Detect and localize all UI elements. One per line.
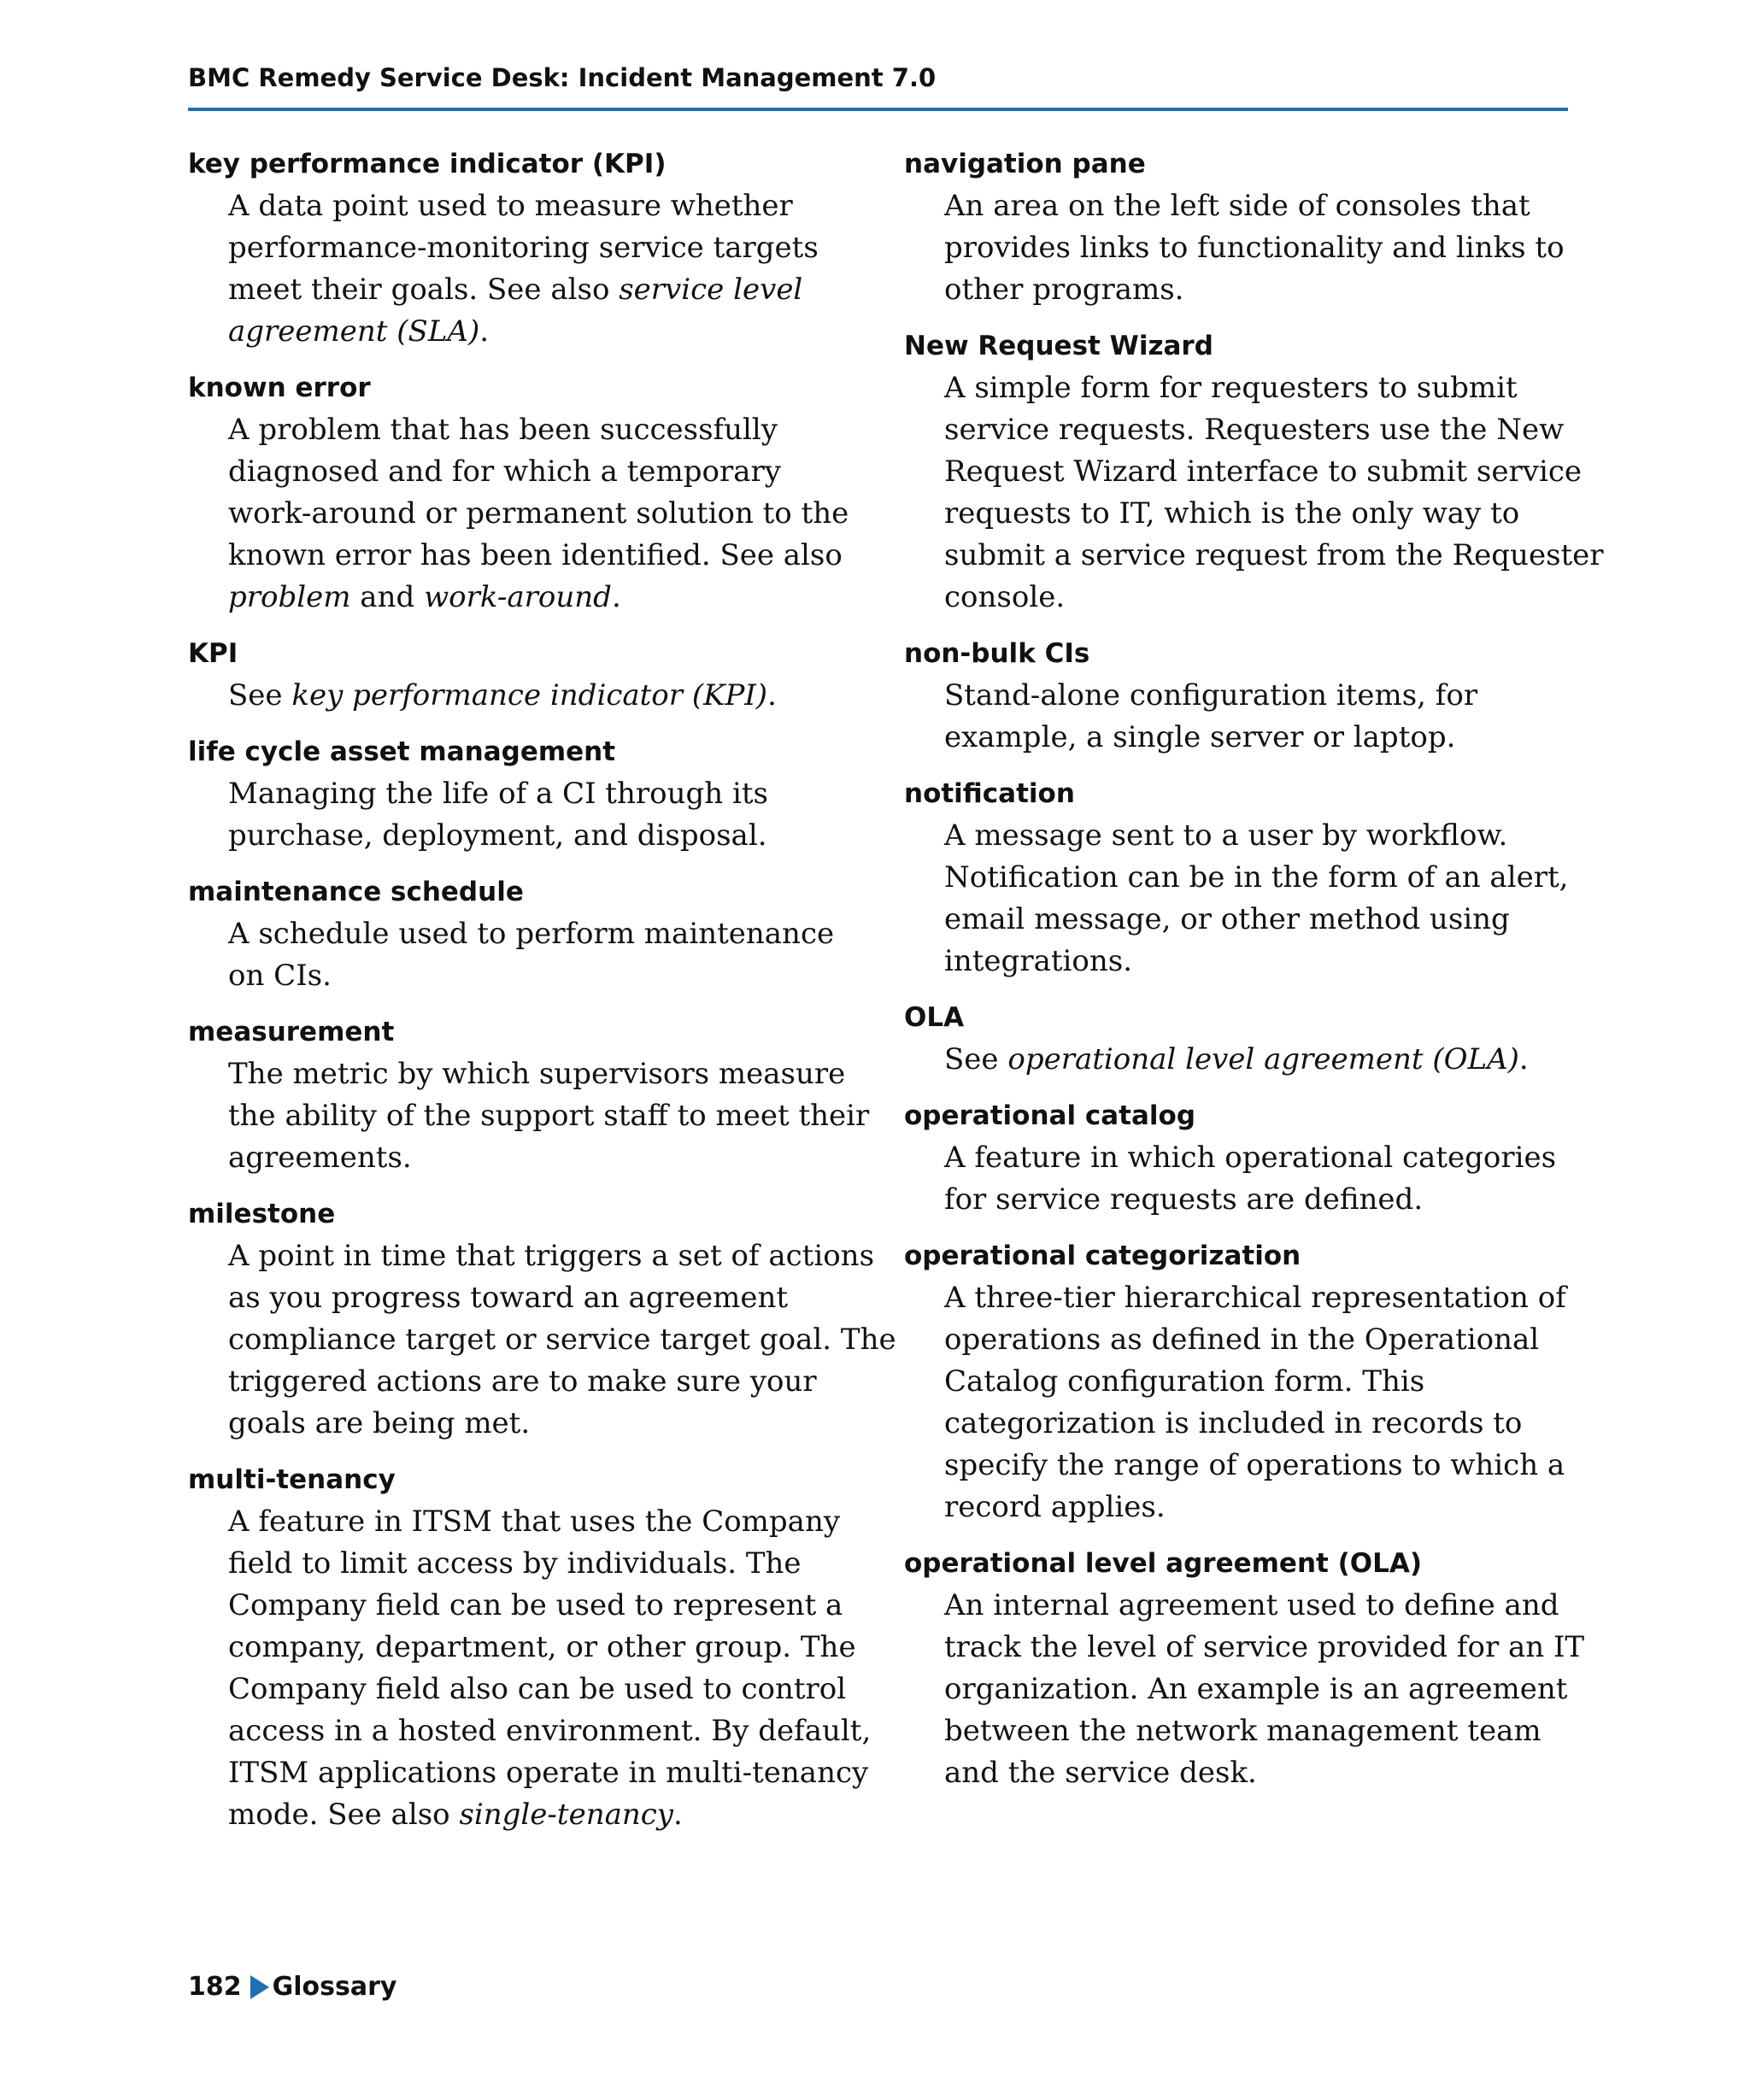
glossary-entry-non-bulk-cis: [904, 633, 1579, 759]
glossary-definition: [904, 815, 1579, 983]
glossary-entry-multi-tenancy: [188, 1459, 872, 1836]
definition-line: [228, 773, 867, 815]
cross-reference-text: operational level agreement (OLA): [1007, 1042, 1519, 1076]
definition-text: provides links to functionality and links to: [944, 231, 1565, 265]
definition-line: [228, 1403, 867, 1445]
glossary-entry-operational-level-agreement-ola: [904, 1543, 1585, 1794]
definition-text: example, a single server or laptop.: [944, 720, 1456, 754]
glossary-column-right: [904, 144, 1604, 1809]
glossary-entry-maintenance-schedule: [188, 871, 867, 997]
definition-text: email message, or other method using: [944, 902, 1510, 936]
glossary-term: New Request Wizard: [904, 331, 1213, 361]
glossary-definition: [188, 913, 867, 997]
definition-line: [228, 675, 867, 717]
definition-line: [228, 1669, 867, 1710]
definition-text: requests to IT, which is the only way to: [944, 496, 1520, 531]
definition-line: [228, 493, 867, 535]
glossary-term: non-bulk CIs: [904, 638, 1090, 669]
glossary-term: milestone: [188, 1199, 336, 1229]
definition-text: work-around or permanent solution to the: [228, 496, 849, 531]
glossary-definition: [188, 185, 867, 353]
definition-line: [228, 955, 867, 997]
definition-line: [944, 269, 1579, 311]
glossary-term: operational categorization: [904, 1241, 1301, 1271]
definition-text: Catalog configuration form. This: [944, 1364, 1425, 1399]
definition-text: service requests. Requesters use the New: [944, 413, 1565, 447]
glossary-entry-operational-catalog: [904, 1095, 1579, 1221]
glossary-term: KPI: [188, 638, 238, 669]
definition-text: and: [350, 580, 425, 614]
definition-line: [228, 1319, 896, 1361]
definition-text: ITSM applications operate in multi-tenancy: [228, 1756, 869, 1790]
definition-text: A data point used to measure whether: [228, 189, 793, 223]
glossary-entry-new-request-wizard: [904, 326, 1604, 619]
definition-line: [228, 227, 867, 269]
glossary-term: life cycle asset management: [188, 736, 616, 767]
glossary-definition: [188, 1235, 896, 1445]
definition-text: mode. See also: [228, 1798, 460, 1832]
definition-line: [944, 367, 1579, 409]
definition-text: specify the range of operations to which a: [944, 1448, 1565, 1482]
definition-line: [944, 1277, 1579, 1319]
definition-text: A problem that has been successfully: [228, 413, 778, 447]
glossary-term: OLA: [904, 1002, 965, 1033]
definition-line: [228, 451, 867, 493]
definition-text: goals are being met.: [228, 1406, 531, 1440]
definition-line: [228, 1585, 867, 1627]
page-number: 182: [188, 1972, 242, 2002]
definition-text: Managing the life of a CI through its: [228, 777, 768, 811]
definition-text: The metric by which supervisors measure: [228, 1057, 846, 1091]
definition-line: [228, 1361, 867, 1403]
definition-line: [228, 1794, 867, 1836]
definition-line: [228, 1710, 872, 1752]
definition-line: [944, 1403, 1579, 1445]
definition-text: .: [673, 1798, 683, 1832]
definition-text: .: [611, 580, 621, 614]
definition-text: company, department, or other group. The: [228, 1630, 856, 1664]
definition-text: organization. An example is an agreement: [944, 1672, 1568, 1706]
definition-line: [944, 1361, 1579, 1403]
glossary-term: measurement: [188, 1017, 395, 1047]
definition-text: as you progress toward an agreement: [228, 1281, 788, 1315]
cross-reference-text: single-tenancy: [459, 1798, 674, 1832]
definition-line: [944, 1445, 1579, 1487]
definition-line: [944, 227, 1579, 269]
definition-text: .: [479, 314, 490, 349]
definition-text: Stand-alone configuration items, for: [944, 678, 1478, 713]
definition-text: A point in time that triggers a set of actions: [228, 1239, 875, 1273]
page-header: [188, 60, 1568, 111]
glossary-entry-kpi: [188, 633, 867, 717]
glossary-definition: [188, 675, 867, 717]
definition-text: record applies.: [944, 1490, 1166, 1524]
glossary-entry-key-performance-indicator-kpi: [188, 144, 867, 353]
definition-line: [944, 1752, 1579, 1794]
definition-line: [228, 1501, 867, 1543]
glossary-entry-measurement: [188, 1012, 870, 1179]
definition-text: operations as defined in the Operational: [944, 1323, 1540, 1357]
glossary-column-left: [188, 144, 896, 1851]
definition-text: and the service desk.: [944, 1756, 1257, 1790]
definition-line: [944, 675, 1579, 717]
definition-text: A feature in ITSM that uses the Company: [228, 1505, 841, 1539]
definition-line: [944, 1585, 1579, 1627]
definition-line: [944, 1710, 1579, 1752]
definition-line: [944, 1487, 1579, 1528]
definition-text: integrations.: [944, 944, 1133, 978]
definition-line: [228, 535, 867, 577]
definition-text: Company field also can be used to control: [228, 1672, 847, 1706]
definition-line: [228, 913, 867, 955]
glossary-definition: [904, 1137, 1579, 1221]
definition-line: [944, 1669, 1579, 1710]
definition-text: See: [944, 1042, 1008, 1076]
definition-line: [944, 409, 1579, 451]
definition-text: for service requests are defined.: [944, 1182, 1424, 1217]
glossary-definition: [904, 1277, 1579, 1528]
definition-line: [944, 535, 1604, 577]
glossary-term: operational catalog: [904, 1100, 1196, 1131]
glossary-term: notification: [904, 778, 1075, 809]
definition-text: A schedule used to perform maintenance: [228, 917, 835, 951]
definition-line: [944, 1039, 1579, 1081]
definition-text: An internal agreement used to define and: [944, 1588, 1559, 1622]
page-footer: [188, 1970, 396, 2004]
running-header-title: BMC Remedy Service Desk: Incident Management 7.0: [188, 63, 937, 92]
definition-line: [944, 185, 1579, 227]
right-triangle-icon: [250, 1975, 269, 1999]
definition-text: purchase, deployment, and disposal.: [228, 818, 767, 853]
glossary-definition: [188, 773, 867, 857]
glossary-entry-operational-categorization: [904, 1235, 1579, 1528]
cross-reference-text: problem: [228, 580, 351, 614]
definition-line: [944, 451, 1582, 493]
definition-text: An area on the left side of consoles that: [944, 189, 1530, 223]
definition-text: See: [228, 678, 292, 713]
definition-text: console.: [944, 580, 1066, 614]
definition-line: [944, 1319, 1579, 1361]
definition-text: A feature in which operational categories: [944, 1141, 1557, 1175]
glossary-definition: [188, 1053, 870, 1179]
definition-line: [944, 899, 1579, 941]
cross-reference-text: service level: [619, 273, 803, 307]
glossary-entry-notification: [904, 773, 1579, 983]
definition-text: known error has been identified. See also: [228, 538, 843, 572]
definition-text: other programs.: [944, 273, 1184, 307]
definition-text: between the network management team: [944, 1714, 1542, 1748]
definition-line: [228, 1627, 867, 1669]
glossary-term: navigation pane: [904, 149, 1146, 179]
footer-section-label: Glossary: [272, 1972, 397, 2002]
definition-line: [228, 1095, 870, 1137]
definition-line: [944, 717, 1579, 759]
definition-line: [944, 493, 1579, 535]
definition-text: compliance target or service target goal. The: [228, 1323, 896, 1357]
definition-line: [944, 1179, 1579, 1221]
glossary-term: known error: [188, 372, 371, 403]
definition-text: meet their goals. See also: [228, 273, 620, 307]
definition-text: A simple form for requesters to submit: [944, 371, 1518, 405]
definition-text: Company field can be used to represent a: [228, 1588, 843, 1622]
glossary-entry-navigation-pane: [904, 144, 1579, 311]
definition-line: [944, 1137, 1579, 1179]
definition-text: categorization is included in records to: [944, 1406, 1523, 1440]
cross-reference-text: work-around: [424, 580, 612, 614]
glossary-entry-ola: [904, 997, 1579, 1081]
definition-line: [228, 311, 867, 353]
definition-text: .: [767, 678, 777, 713]
definition-text: track the level of service provided for an IT: [944, 1630, 1585, 1664]
definition-text: access in a hosted environment. By default,: [228, 1714, 872, 1748]
glossary-definition: [904, 185, 1579, 311]
definition-text: diagnosed and for which a temporary: [228, 455, 781, 489]
definition-line: [228, 1543, 867, 1585]
cross-reference-text: agreement (SLA): [228, 314, 480, 349]
glossary-definition: [188, 1501, 872, 1836]
definition-text: performance-monitoring service targets: [228, 231, 819, 265]
definition-text: on CIs.: [228, 959, 332, 993]
cross-reference-text: key performance indicator (KPI): [291, 678, 768, 713]
definition-line: [228, 1053, 867, 1095]
definition-line: [228, 1235, 875, 1277]
definition-text: A message sent to a user by workflow.: [944, 818, 1508, 853]
definition-line: [228, 815, 867, 857]
glossary-definition: [904, 367, 1604, 619]
definition-line: [228, 1137, 867, 1179]
glossary-definition: [188, 409, 867, 619]
glossary-entry-milestone: [188, 1194, 896, 1445]
glossary-entry-known-error: [188, 367, 867, 619]
definition-line: [228, 409, 867, 451]
glossary-definition: [904, 1039, 1579, 1081]
definition-text: .: [1518, 1042, 1529, 1076]
definition-line: [944, 1627, 1585, 1669]
glossary-term: operational level agreement (OLA): [904, 1548, 1423, 1579]
definition-line: [228, 185, 867, 227]
glossary-definition: [904, 1585, 1585, 1794]
glossary-term: multi-tenancy: [188, 1464, 396, 1495]
definition-text: submit a service request from the Requester: [944, 538, 1604, 572]
definition-line: [944, 815, 1579, 857]
glossary-entry-life-cycle-asset-management: [188, 731, 867, 857]
definition-line: [228, 1752, 867, 1794]
definition-line: [228, 269, 867, 311]
definition-line: [944, 857, 1579, 899]
definition-text: Notification can be in the form of an alert,: [944, 860, 1569, 895]
definition-line: [944, 577, 1579, 619]
glossary-term: key performance indicator (KPI): [188, 149, 667, 179]
definition-text: agreements.: [228, 1141, 412, 1175]
glossary-term: maintenance schedule: [188, 877, 524, 907]
definition-text: Request Wizard interface to submit service: [944, 455, 1582, 489]
definition-line: [944, 941, 1579, 983]
definition-line: [228, 577, 867, 619]
definition-text: the ability of the support staff to meet their: [228, 1099, 870, 1133]
definition-text: A three-tier hierarchical representation of: [944, 1281, 1566, 1315]
definition-line: [228, 1277, 867, 1319]
definition-text: triggered actions are to make sure your: [228, 1364, 817, 1399]
glossary-definition: [904, 675, 1579, 759]
definition-text: field to limit access by individuals. The: [228, 1546, 802, 1581]
